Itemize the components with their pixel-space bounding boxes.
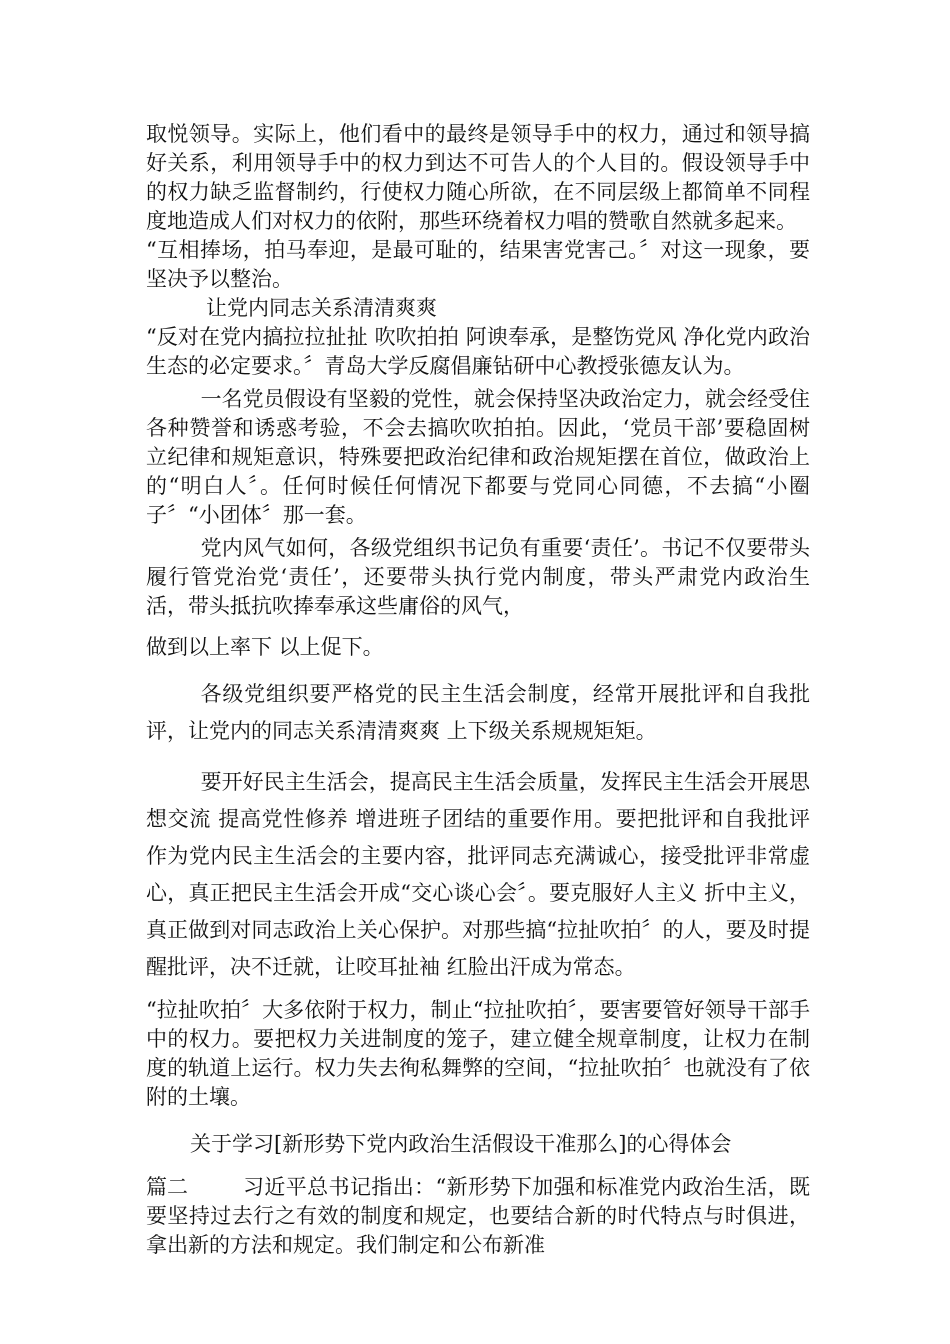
- paragraph-4: 一名党员假设有坚毅的党性，就会保持坚决政治定力，就会经受住各种赞誉和诱惑考验，不会去搞吹吹拍拍。因此，‘党员干部’要稳固树立纪律和规矩意识，特殊要把政治纪律和政治规矩摆在首位，做政治上的“明白人〞。任何时候任何情况下都要与党同心同德，不去搞“小圈子〞“小团体〞那一套。: [146, 387, 810, 527]
- paragraph-5: 党内风气如何，各级党组织书记负有重要‘责任’。书记不仅要带头履行管党治党‘责任’，还要带头执行党内制度，带头严肃党内政治生活，带头抵抗吹捧奉承这些庸俗的风气，: [146, 536, 810, 618]
- article-title: 关于学习[新形势下党内政治生活假设干准那么]的心得体会: [190, 1132, 732, 1156]
- part-label: 篇二: [146, 1175, 188, 1199]
- paragraph-9: [146, 1173, 810, 1260]
- document-page: [146, 120, 810, 1260]
- paragraph-1: 取悦领导。实际上，他们看中的最终是领导手中的权力，通过和领导搞好关系，利用领导手中的权力到达不可告人的个人目的。假设领导手中的权力缺乏监督制约，行使权力随心所欲，在不同层级上都简单不同程度地造成人们对权力的依附，那些环绕着权力唱的赞歌自然就多起来。: [146, 122, 810, 233]
- paragraph-9-text: 习近平总书记指出：“新形势下加强和标准党内政治生活，既要坚持过去行之有效的制度和规定，也要结合新的时代特点与时俱进，拿出新的方法和规定。我们制定和公布新准: [146, 1175, 810, 1257]
- section-heading: 让党内同志关系清清爽爽: [206, 296, 437, 320]
- paragraph-6: 各级党组织要严格党的民主生活会制度，经常开展批评和自我批评，让党内的同志关系清清爽爽 上下级关系规规矩矩。: [146, 682, 810, 743]
- paragraph-3: “反对在党内搞拉拉扯扯 吹吹拍拍 阿谀奉承，是整饬党风 净化党内政治生态的必定要求。〞青岛大学反腐倡廉钻研中心教授张德友认为。: [146, 325, 810, 378]
- paragraph-5-end: 做到以上率下 以上促下。: [146, 635, 384, 659]
- paragraph-7: 要开好民主生活会，提高民主生活会质量，发挥民主生活会开展思想交流 提高党性修养 增进班子团结的重要作用。要把批评和自我批评作为党内民主生活会的主要内容，批评同志充满诚心，接受批评非常虚心，真正把民主生活会开成“交心谈心会〞。要克服好人主义 折中主义，真正做到对同志政治上关心保护。对那些搞“拉扯吹拍〞的人，要及时提醒批评，决不迁就，让咬耳扯袖 红脸出汗成为常态。: [146, 770, 810, 979]
- paragraph-2: “互相捧场，拍马奉迎，是最可耻的，结果害党害己。〞对这一现象，要坚决予以整治。: [146, 238, 810, 291]
- paragraph-8: “拉扯吹拍〞大多依附于权力，制止“拉扯吹拍〞，要害要管好领导干部手中的权力。要把权力关进制度的笼子，建立健全规章制度，让权力在制度的轨道上运行。权力失去徇私舞弊的空间，“拉扯吹拍〞也就没有了依附的土壤。: [146, 998, 810, 1109]
